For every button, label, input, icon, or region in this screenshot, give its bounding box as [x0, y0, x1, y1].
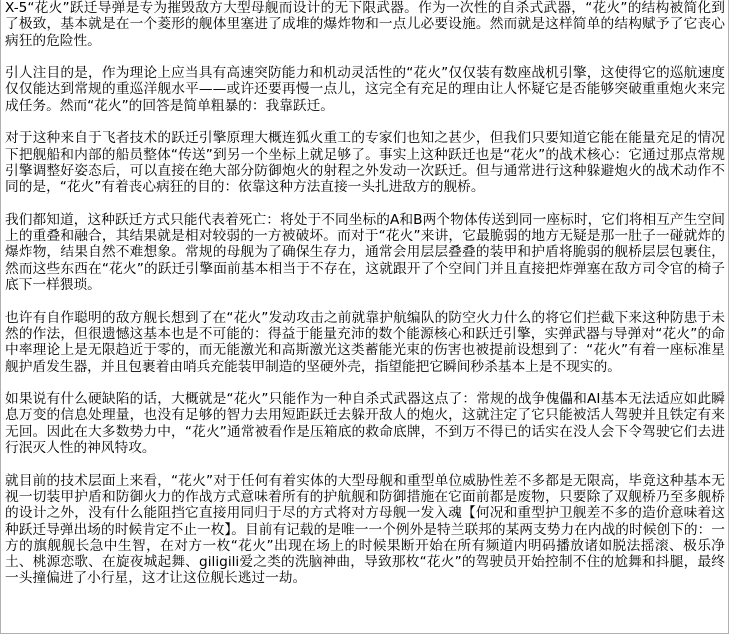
paragraph-4: 我们都知道，这种跃迁方式只能代表着死亡：将处于不同坐标的A和B两个物体传送到同一座标时，它们将相互产生空间上的重叠和融合，其结果就是相对较弱的一方被破坏。而对于“花火”来讲，它最脆弱的地方无疑是那一肚子一碰就炸的爆炸物，结果自然不难想象。常规的母舰为了确保生存力，通常会用层层叠叠的装甲和护盾将脆弱的舰桥层层包裹住，然而这些东西在“花火”的跃迁引擎面前基本相当于不存在，这就跟开了个空间门并且直接把炸弹塞在敌方司令官的椅子底下一样猥琐。 — [5, 211, 725, 294]
paragraph-7: 就目前的技术层面上来看，“花火”对于任何有着实体的大型母舰和重型单位威胁性差不多都是无限高，毕竟这种基本无视一切装甲护盾和防御火力的作战方式意味着所有的护航舰和防御措施在它面前都是废物，只要除了双舰桥乃至多舰桥的设计之外，没有什么能阻挡它直接用同归于尽的方式将对方母舰一发入魂【何况和重型护卫舰差不多的造价意味着这种跃迁导弹出场的时候肯定不止一枚】。目前有记载的是唯一一个例外是特兰联邦的某两支势力在内战的时候创下的：一方的旗舰舰长急中生智，在对方一枚“花火”出现在场上的时候果断开始在所有频道内明码播放诸如脱法摇滚、极乐净土、桃源恋歌、在旋夜城起舞、giligili爱之类的洗脑神曲，导致那枚“花火”的驾驶员开始控制不住的尬舞和抖腿，最终一头撞偏进了小行星，这才让这位舰长逃过一劫。 — [5, 472, 725, 587]
paragraph-5: 也许有自作聪明的敌方舰长想到了在“花火”发动攻击之前就靠护航编队的防空火力什么的将它们拦截下来这种防患于未然的作法，但很遗憾这基本也是不可能的：得益于能量充沛的数个能源核心和跃迁引擎，实弹武器与导弹对“花火”的命中率理论上是无限趋近于零的，而无能激光和高斯激光这类蓄能光束的伤害也被提前设想到了：“花火”有着一座标准星舰护盾发生器，并且包裹着由哨兵充能装甲制造的坚硬外壳，指望能把它瞬间秒杀基本上是不现实的。 — [5, 309, 725, 375]
paragraph-2: 引人注目的是，作为理论上应当具有高速突防能力和机动灵活性的“花火”仅仅装有数座战机引擎，这使得它的巡航速度仅仅能达到常规的重巡洋舰水平——或许还要再慢一点儿，这完全有充足的理由让人怀疑它是否能够突破重重炮火来完成任务。然而“花火”的回答是简单粗暴的：我靠跃迁。 — [5, 65, 725, 114]
document-body — [5, 0, 725, 587]
paragraph-1: X-5“花火”跃迁导弹是专为摧毁敌方大型母舰而设计的无下限武器。作为一次性的自杀式武器，“花火”的结构被简化到了极致，基本就是在一个菱形的舰体里塞进了成堆的爆炸物和一点儿必要设施。然而就是这样简单的结构赋予了它丧心病狂的危险性。 — [5, 0, 725, 49]
paragraph-3: 对于这种来自于飞者技术的跃迁引擎原理大概连狐火重工的专家们也知之甚少，但我们只要知道它能在能量充足的情况下把舰船和内部的船员整体“传送”到另一个坐标上就足够了。事实上这种跃迁也是“花火”的战术核心：它通过那点常规引擎调整好姿态后，可以直接在绝大部分防御炮火的射程之外发动一次跃迁。但与通常进行这种躲避炮火的战术动作不同的是，“花火”有着丧心病狂的目的：依靠这种方法直接一头扎进敌方的舰桥。 — [5, 130, 725, 196]
paragraph-6: 如果说有什么硬缺陷的话，大概就是“花火”只能作为一种自杀式武器这点了：常规的战争傀儡和AI基本无法适应如此瞬息万变的信息处理量，也没有足够的智力去用短距跃迁去躲开敌人的炮火，这就注定了它只能被活人驾驶并且铁定有来无回。因此在大多数势力中，“花火”通常被看作是压箱底的救命底牌，不到万不得已的话实在没人会下令驾驶它们去进行泯灭人性的神风特攻。 — [5, 391, 725, 457]
